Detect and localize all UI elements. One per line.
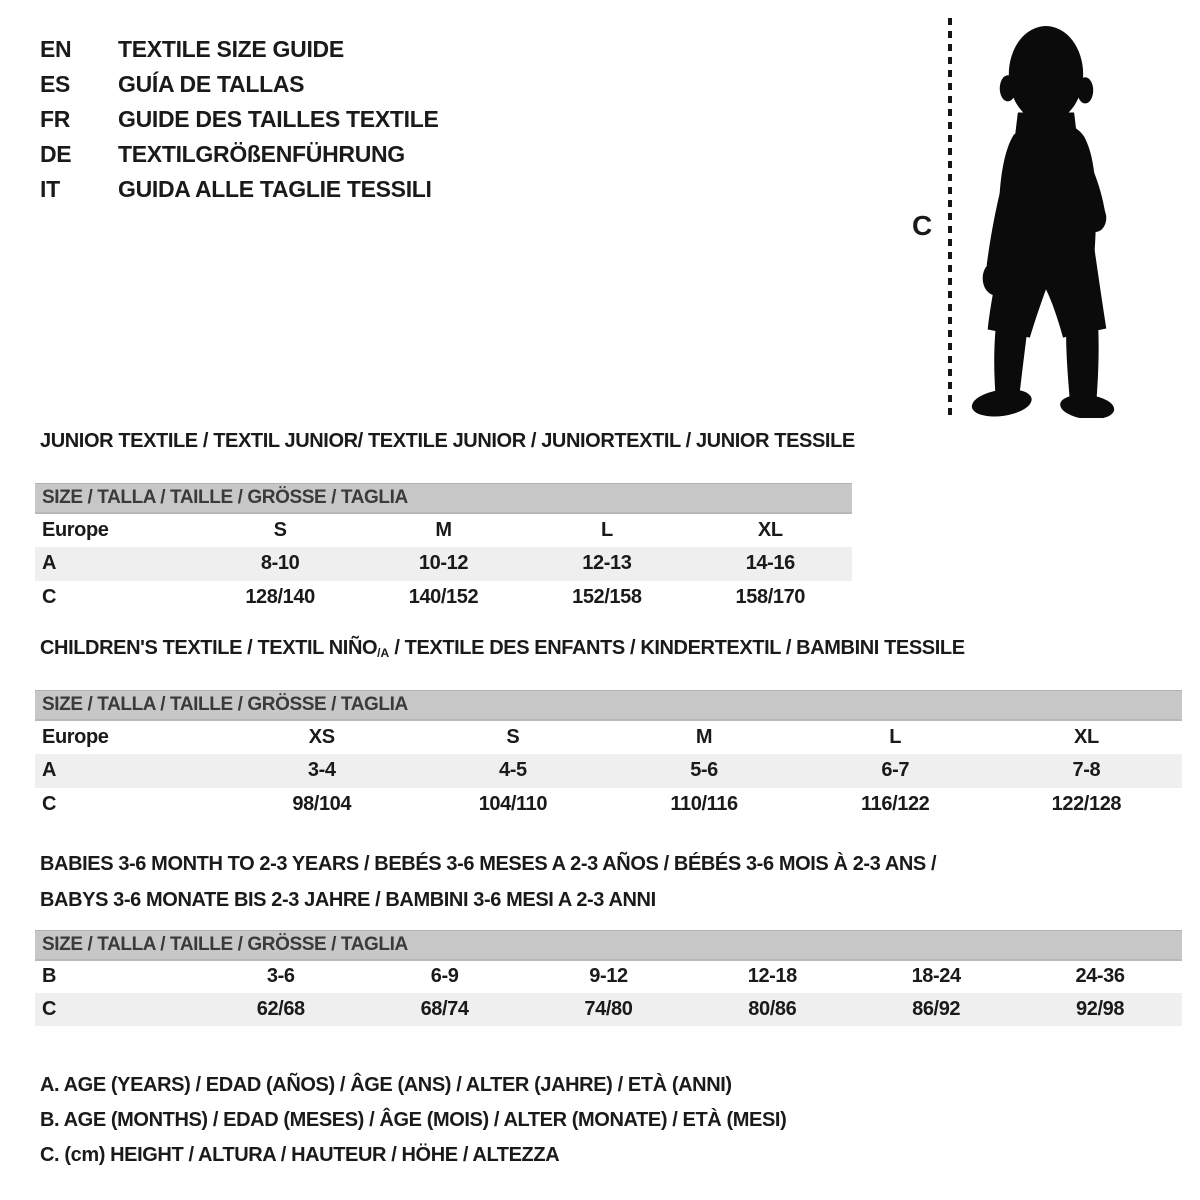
size-value-cell: 152/158 xyxy=(572,586,642,608)
children-heading-rest: / TEXTILE DES ENFANTS / KINDERTEXTIL / BAMBINI TESSILE xyxy=(389,637,965,659)
row-label: C xyxy=(42,793,57,815)
size-value-cell: S xyxy=(506,725,520,748)
size-value-cell: XS xyxy=(308,725,335,748)
size-value-cell: 62/68 xyxy=(199,993,363,1026)
size-value-cell: 110/116 xyxy=(670,793,738,815)
size-value-cell: 7-8 xyxy=(991,754,1182,788)
row-label: Europe xyxy=(42,518,109,541)
toddler-silhouette-icon xyxy=(965,16,1137,418)
size-value-cell: XL xyxy=(1074,725,1099,748)
size-value-cell: 86/92 xyxy=(854,993,1018,1026)
table-row-europe xyxy=(35,720,1182,754)
row-label: C xyxy=(42,586,57,608)
size-value-cell: S xyxy=(273,518,287,541)
babies-size-table xyxy=(35,930,1182,1026)
language-title: TEXTILE SIZE GUIDE xyxy=(118,36,344,62)
legend-line-b: B. AGE (MONTHS) / EDAD (MESES) / ÂGE (MOIS) / ALTER (MONATE) / ETÀ (MESI) xyxy=(40,1109,787,1131)
size-value-cell: M xyxy=(695,725,713,748)
height-dashed-line xyxy=(948,18,952,416)
babies-heading-line1: BABIES 3-6 MONTH TO 2-3 YEARS / BEBÉS 3-6 MESES A 2-3 AÑOS / BÉBÉS 3-6 MOIS À 2-3 ANS / xyxy=(40,853,937,875)
language-code: EN xyxy=(40,36,72,62)
size-value-cell: 80/86 xyxy=(690,993,854,1026)
language-code: IT xyxy=(40,176,60,202)
height-measure-label: C xyxy=(912,210,932,241)
language-title-list xyxy=(40,32,439,207)
size-value-cell: 5-6 xyxy=(608,754,799,788)
children-heading-sub: /A xyxy=(377,646,390,660)
size-value-cell: 8-10 xyxy=(198,547,361,581)
legend-line-c: C. (cm) HEIGHT / ALTURA / HAUTEUR / HÖHE / ALTEZZA xyxy=(40,1144,560,1166)
babies-heading-line2: BABYS 3-6 MONATE BIS 2-3 JAHRE / BAMBINI 3-6 MESI A 2-3 ANNI xyxy=(40,889,656,911)
size-value-cell: 12-13 xyxy=(525,547,688,581)
children-size-table xyxy=(35,690,1182,822)
size-value-cell: 6-9 xyxy=(430,965,459,987)
row-label: A xyxy=(35,547,198,581)
children-heading-main: CHILDREN'S TEXTILE / TEXTIL NIÑO xyxy=(40,637,378,659)
table-row-months xyxy=(35,960,1182,993)
size-value-cell: 4-5 xyxy=(417,754,608,788)
size-value-cell: 3-6 xyxy=(266,965,295,987)
babies-section-heading xyxy=(40,846,936,918)
size-header-cell: SIZE / TALLA / TAILLE / GRÖSSE / TAGLIA xyxy=(35,691,1182,720)
size-value-cell: 68/74 xyxy=(363,993,527,1026)
table-row-age xyxy=(35,754,1182,788)
language-code: ES xyxy=(40,71,71,97)
junior-section-heading: JUNIOR TEXTILE / TEXTIL JUNIOR/ TEXTILE JUNIOR / JUNIORTEXTIL / JUNIOR TESSILE xyxy=(40,430,855,452)
size-value-cell: 18-24 xyxy=(911,965,961,987)
table-header-row xyxy=(35,484,852,513)
size-value-cell: 12-18 xyxy=(747,965,797,987)
size-value-cell: 9-12 xyxy=(589,965,628,987)
children-section-heading xyxy=(40,637,965,660)
size-value-cell: 116/122 xyxy=(861,793,930,815)
size-value-cell: M xyxy=(435,518,452,541)
table-row-age xyxy=(35,547,852,581)
language-title: GUIDA ALLE TAGLIE TESSILI xyxy=(118,176,432,202)
size-value-cell: XL xyxy=(757,518,783,541)
table-header-row xyxy=(35,931,1182,960)
size-value-cell: 140/152 xyxy=(408,586,479,608)
size-value-cell: L xyxy=(889,725,902,748)
size-value-cell: 122/128 xyxy=(1051,793,1122,815)
language-code: DE xyxy=(40,141,72,167)
row-label: C xyxy=(35,993,199,1026)
table-row-height xyxy=(35,993,1182,1026)
size-value-cell: L xyxy=(600,518,613,541)
size-header-cell: SIZE / TALLA / TAILLE / GRÖSSE / TAGLIA xyxy=(35,484,852,513)
row-label: A xyxy=(35,754,226,788)
legend-line-a: A. AGE (YEARS) / EDAD (AÑOS) / ÂGE (ANS) / ALTER (JAHRE) / ETÀ (ANNI) xyxy=(40,1074,732,1096)
junior-size-table xyxy=(35,483,852,615)
size-header-cell: SIZE / TALLA / TAILLE / GRÖSSE / TAGLIA xyxy=(35,931,1182,960)
size-value-cell: 92/98 xyxy=(1018,993,1182,1026)
row-label: Europe xyxy=(42,725,109,748)
table-row-europe xyxy=(35,513,852,547)
size-value-cell: 104/110 xyxy=(478,793,548,815)
size-value-cell: 74/80 xyxy=(527,993,691,1026)
size-value-cell: 6-7 xyxy=(800,754,991,788)
size-value-cell: 128/140 xyxy=(245,586,315,608)
size-value-cell: 98/104 xyxy=(292,793,352,815)
table-row-height xyxy=(35,788,1182,822)
size-value-cell: 158/170 xyxy=(735,586,806,608)
language-code: FR xyxy=(40,106,71,132)
row-label: B xyxy=(42,965,57,987)
table-header-row xyxy=(35,691,1182,720)
size-value-cell: 3-4 xyxy=(226,754,417,788)
language-title: GUIDE DES TAILLES TEXTILE xyxy=(118,106,439,132)
language-title: GUÍA DE TALLAS xyxy=(118,71,305,97)
measure-legend xyxy=(40,1068,786,1173)
size-value-cell: 10-12 xyxy=(362,547,525,581)
size-value-cell: 14-16 xyxy=(689,547,852,581)
table-row-height xyxy=(35,581,852,615)
size-value-cell: 24-36 xyxy=(1075,965,1125,987)
language-title: TEXTILGRÖßENFÜHRUNG xyxy=(118,141,405,167)
